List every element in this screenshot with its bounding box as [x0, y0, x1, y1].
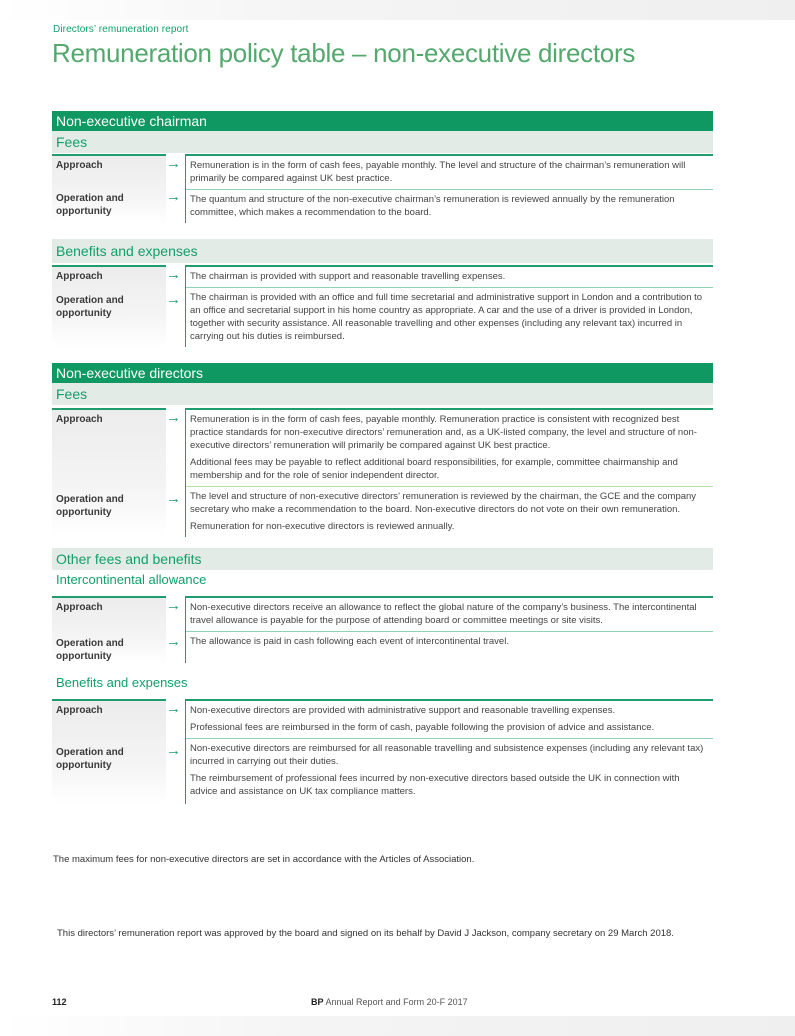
cell-operation — [186, 288, 713, 347]
content-column — [185, 596, 713, 663]
arrow-column — [166, 265, 181, 347]
cell-operation — [186, 739, 713, 802]
page-number: 112 — [52, 997, 67, 1007]
arrow-right-icon: → — [166, 188, 181, 205]
section-header-other-fees: Other fees and benefits — [52, 548, 713, 570]
paragraph: Remuneration is in the form of cash fees, payable monthly. The level and structure of the chairman’s remuneration will primarily be compared against UK best practice. — [190, 160, 686, 184]
arrow-right-icon: → — [166, 490, 181, 507]
arrow-column — [166, 154, 181, 223]
row-label-operation: Operation and opportunity — [56, 193, 124, 217]
paragraph: Remuneration is in the form of cash fees, payable monthly. Remuneration practice is consistent with recognized best practice standards for non-executive directors’ remuneration and, as a UK-listed company, the level and structure of non-executive directors’ remuneration will primarily be compared against UK best practice. — [190, 414, 697, 451]
cell-operation — [186, 190, 713, 223]
arrow-right-icon: → — [166, 409, 181, 426]
bottom-band — [0, 1016, 795, 1036]
content-column — [185, 408, 713, 537]
label-column — [52, 265, 166, 347]
paragraph: The chairman is provided with support and reasonable travelling expenses. — [190, 271, 506, 282]
subsection-header-fees: Fees — [52, 131, 713, 153]
content-column — [185, 265, 713, 347]
cell-approach — [186, 267, 713, 287]
label-column — [52, 699, 166, 804]
cell-approach — [186, 598, 713, 631]
row-label-operation: Operation and opportunity — [56, 494, 124, 518]
section-header-non-executive-directors: Non-executive directors — [52, 363, 713, 383]
arrow-right-icon: → — [166, 633, 181, 650]
paragraph: The chairman is provided with an office and full time secretarial and administrative support in London and a contribution to an office and secretarial support in his home country as appropriate. A car and the use of a driver is provided in London, together with security assistance. All reasonable travelling and other expenses (including any relevant tax) incurred in carrying out his duties is reimbursed. — [190, 292, 703, 342]
row-label-approach: Approach — [56, 414, 103, 425]
arrow-right-icon: → — [166, 742, 181, 759]
row-label-operation: Operation and opportunity — [56, 747, 124, 771]
fees-rows — [52, 154, 713, 223]
subsection-header-intercontinental: Intercontinental allowance — [56, 572, 207, 587]
label-column — [52, 596, 166, 663]
benefits-rows — [52, 265, 713, 347]
row-label-approach: Approach — [56, 160, 103, 171]
page-title: Remuneration policy table – non-executive directors — [52, 38, 636, 68]
label-column — [52, 154, 166, 223]
subsection-header-benefits: Benefits and expenses — [56, 675, 188, 690]
paragraph: Additional fees may be payable to reflect additional board responsibilities, for example, committee chairmanship and membership and for the role of senior independent director. — [190, 457, 678, 481]
row-label-approach: Approach — [56, 705, 103, 716]
top-band — [0, 0, 795, 20]
footer-brand: BP — [311, 997, 324, 1007]
paragraph: The level and structure of non-executive directors’ remuneration is reviewed by the chairman, the GCE and the company secretary who make a recommendation to the board. Non-executive directors do not vote on their own remuneration. — [190, 491, 697, 515]
paragraph: Non-executive directors are reimbursed for all reasonable travelling and subsistence expenses (including any relevant tax) incurred in carrying out their duties. — [190, 743, 704, 767]
arrow-right-icon: → — [166, 291, 181, 308]
row-label-approach: Approach — [56, 602, 103, 613]
arrow-right-icon: → — [166, 700, 181, 717]
policy-table — [52, 111, 713, 804]
paragraph: The quantum and structure of the non-executive chairman’s remuneration is reviewed annually by the remuneration committee, which makes a recommendation to the board. — [190, 194, 675, 218]
paragraph: Non-executive directors are provided with administrative support and reasonable travelling expenses. — [190, 705, 616, 716]
row-label-operation: Operation and opportunity — [56, 295, 124, 319]
footer-publication-title: Annual Report and Form 20-F 2017 — [325, 997, 468, 1007]
fees-rows — [52, 408, 713, 537]
paragraph: Professional fees are reimbursed in the form of cash, payable following the provision of advice and assistance. — [190, 722, 655, 733]
arrow-column — [166, 699, 181, 804]
arrow-column — [166, 408, 181, 537]
label-column — [52, 408, 166, 537]
arrow-right-icon: → — [166, 266, 181, 283]
section-kicker: Directors’ remuneration report — [53, 24, 189, 35]
paragraph: Non-executive directors receive an allowance to reflect the global nature of the company’s business. The intercontinental travel allowance is payable for the purpose of attending board or committee meetings or site visits. — [190, 602, 697, 626]
intercontinental-rows — [52, 596, 713, 663]
content-column — [185, 699, 713, 804]
cell-approach — [186, 156, 713, 189]
paragraph: Remuneration for non-executive directors is reviewed annually. — [190, 521, 455, 532]
content-column — [185, 154, 713, 223]
arrow-right-icon: → — [166, 155, 181, 172]
section-header-non-executive-chairman: Non-executive chairman — [52, 111, 713, 131]
row-label-approach: Approach — [56, 271, 103, 282]
row-label-operation: Operation and opportunity — [56, 638, 124, 662]
paragraph: The allowance is paid in cash following each event of intercontinental travel. — [190, 636, 509, 647]
subsection-header-fees: Fees — [52, 383, 713, 405]
max-fees-note: The maximum fees for non-executive directors are set in accordance with the Articles of Association. — [53, 854, 475, 865]
subsection-header-benefits: Benefits and expenses — [52, 239, 713, 263]
footer-publication — [311, 997, 468, 1007]
arrow-column — [166, 596, 181, 663]
cell-approach — [186, 410, 713, 486]
cell-operation — [186, 632, 713, 659]
cell-approach — [186, 701, 713, 738]
arrow-right-icon: → — [166, 597, 181, 614]
approval-note: This directors’ remuneration report was approved by the board and signed on its behalf by David J Jackson, company secretary on 29 March 2018. — [57, 928, 674, 939]
benefits-rows — [52, 699, 713, 804]
cell-operation — [186, 487, 713, 537]
paragraph: The reimbursement of professional fees incurred by non-executive directors based outside the UK in connection with advice and assistance on UK tax compliance matters. — [190, 773, 680, 797]
